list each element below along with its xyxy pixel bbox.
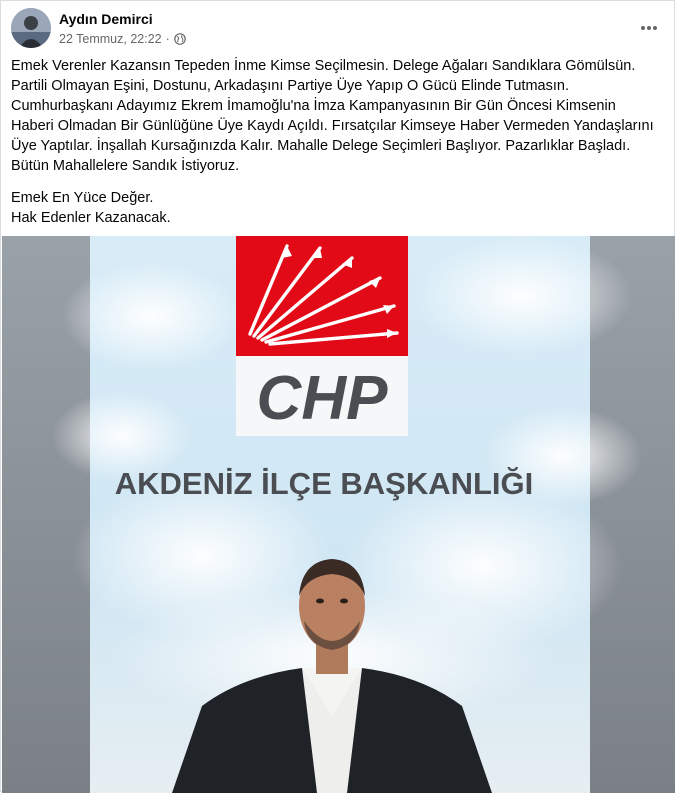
banner-text: AKDENİZ İLÇE BAŞKANLIĞI bbox=[114, 466, 534, 501]
post-text bbox=[11, 56, 661, 228]
avatar-image bbox=[11, 8, 51, 48]
post-photo[interactable] bbox=[2, 236, 675, 793]
meta-separator: · bbox=[165, 32, 170, 46]
photo-scene bbox=[2, 236, 675, 793]
post-line: Emek En Yüce Değer. bbox=[11, 190, 154, 206]
author-name[interactable]: Aydın Demirci bbox=[59, 11, 153, 27]
more-options-icon[interactable] bbox=[633, 14, 665, 42]
globe-icon[interactable] bbox=[174, 33, 186, 45]
author-avatar[interactable] bbox=[11, 8, 51, 48]
post-timestamp[interactable]: 22 Temmuz, 22:22 bbox=[59, 32, 162, 46]
chp-logo-text: CHP bbox=[256, 364, 388, 433]
post-meta bbox=[59, 32, 186, 46]
post-line: Hak Edenler Kazanacak. bbox=[11, 210, 171, 226]
post-header bbox=[9, 8, 669, 52]
chp-logo bbox=[236, 236, 408, 436]
post-paragraph: Emek Verenler Kazansın Tepeden İnme Kimse Seçilmesin. Delege Ağaları Sandıklara Gömülsün. Partili Olmayan Eşini, Dostunu, Arkadaşını Partiye Üye Yapıp O Gücü Elinde Tutmasın. Cumhurbaşkanı Adayımız Ekrem İmamoğlu'na İmza Kampanyasının Bir Gün Öncesi Kimsenin Haberi Olmadan Bir Günlüğüne Üye Kaydı Açıldı. Fırsatçılar Kimseye Haber Vermeden Yandaşlarını Üye Yaptılar. İnşallah Kursağınızda Kalır. Mahalle Delege Seçimleri Başlıyor. Pazarlıklar Başladı. Bütün Mahallelere Sandık İstiyoruz. bbox=[11, 58, 654, 174]
